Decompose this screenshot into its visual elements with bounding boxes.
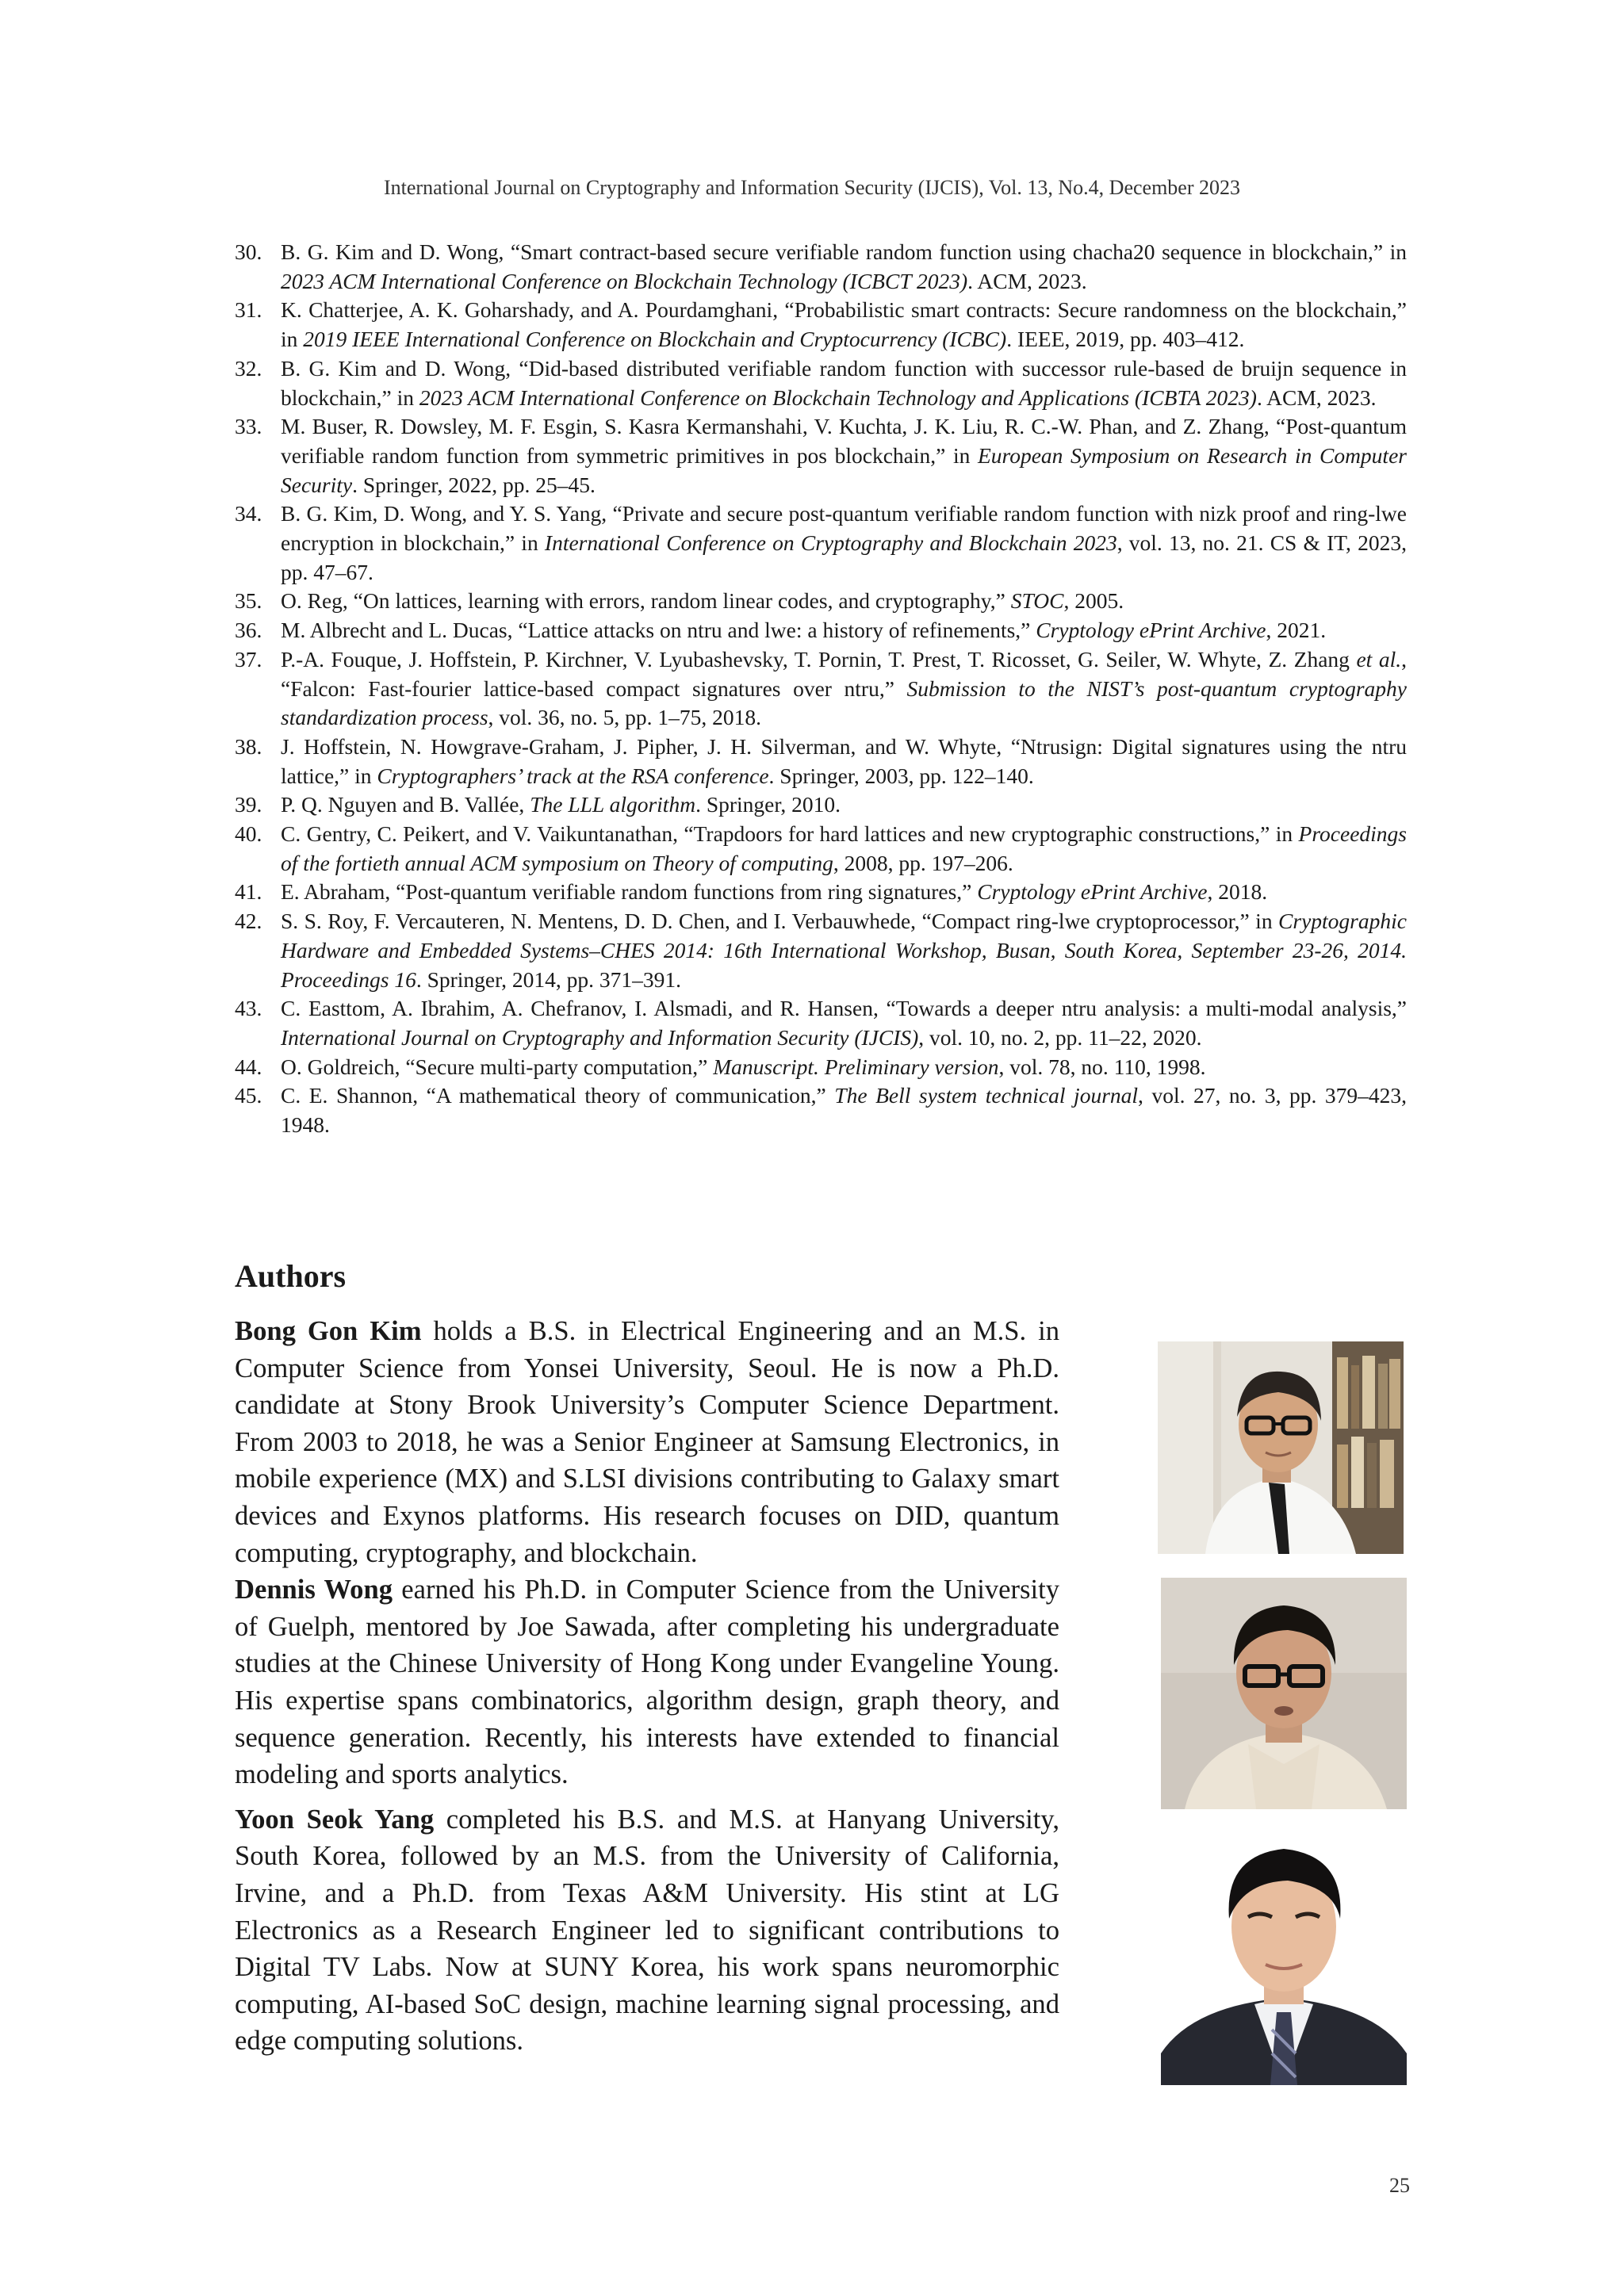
running-header: International Journal on Cryptography and Information Security (IJCIS), Vol. 13, No.4, December 2023 <box>384 176 1240 199</box>
reference-venue: Submission to the NIST’s post-quantum cryptography standardization process <box>281 675 1408 730</box>
reference-number: 37. <box>235 646 262 672</box>
reference-venue: Cryptology ePrint Archive <box>977 879 1208 905</box>
reference-number: 40. <box>235 821 262 847</box>
reference-number: 36. <box>235 618 262 643</box>
reference-text: C. E. Shannon, “A mathematical theory of communication,” <box>281 1083 835 1108</box>
reference-venue: Cryptographers’ track at the RSA conference <box>377 763 769 788</box>
reference-venue: 2019 IEEE International Conference on Blockchain and Cryptocurrency (ICBC) <box>303 327 1007 352</box>
reference-item <box>235 238 1407 296</box>
reference-number: 42. <box>235 909 262 934</box>
reference-text: , 2021. <box>1266 618 1327 643</box>
reference-text: . Springer, 2003, pp. 122–140. <box>768 763 1034 788</box>
reference-venue: European Symposium on Research in Computer Security <box>281 442 1407 497</box>
reference-text: . ACM, 2023. <box>1256 385 1377 410</box>
reference-number: 35. <box>235 588 262 614</box>
author-bios <box>235 1313 1059 2060</box>
reference-number: 34. <box>235 501 262 526</box>
reference-item <box>235 645 1407 733</box>
reference-item <box>235 412 1407 499</box>
reference-venue: Cryptology ePrint Archive <box>1036 618 1266 643</box>
author-photo-1-image <box>1158 1341 1404 1554</box>
reference-item <box>235 733 1407 790</box>
reference-text: . IEEE, 2019, pp. 403–412. <box>1006 327 1245 352</box>
reference-text: K. Chatterjee, A. K. Goharshady, and A. Pourdamghani, “Probabilistic smart contracts: Secure randomness on the blockchain,” in <box>281 297 1407 352</box>
reference-venue: STOC <box>1010 588 1064 614</box>
author-bio <box>235 1801 1059 2060</box>
reference-text: P. Q. Nguyen and B. Vallée, <box>281 792 530 817</box>
reference-item <box>235 790 1407 820</box>
reference-number: 45. <box>235 1083 262 1108</box>
reference-text: , 2018. <box>1207 879 1268 905</box>
reference-number: 38. <box>235 733 262 759</box>
reference-number: 44. <box>235 1054 262 1079</box>
reference-number: 30. <box>235 239 262 264</box>
reference-text: . ACM, 2023. <box>967 268 1087 293</box>
reference-list <box>235 238 1407 1140</box>
reference-text: J. Hoffstein, N. Howgrave-Graham, J. Pipher, J. H. Silverman, and W. Whyte, “Ntrusign: Digital signatures using the ntru lattice,” in <box>281 733 1407 788</box>
reference-item <box>235 820 1407 878</box>
reference-item <box>235 499 1407 587</box>
reference-text: P.-A. Fouque, J. Hoffstein, P. Kirchner, V. Lyubashevsky, T. Pornin, T. Prest, T. Ricosset, G. Seiler, W. Whyte, Z. Zhang <box>281 646 1357 672</box>
reference-text: E. Abraham, “Post-quantum verifiable random functions from ring signatures,” <box>281 879 978 905</box>
reference-text: C. Gentry, C. Peikert, and V. Vaikuntanathan, “Trapdoors for hard lattices and new cryptographic constructions,” in <box>281 821 1299 847</box>
reference-number: 31. <box>235 297 262 323</box>
reference-item <box>235 994 1407 1052</box>
reference-text: . Springer, 2010. <box>695 792 841 817</box>
reference-item <box>235 354 1407 412</box>
reference-number: 32. <box>235 355 262 381</box>
author-bio-text: completed his B.S. and M.S. at Hanyang University, South Korea, followed by an M.S. from the University of California, Irvine, and a Ph.D. from Texas A&M University. His stint at LG Electronics as a Research Engineer led to significant contributions to Digital TV Labs. Now at SUNY Korea, his work spans neuromorphic computing, AI-based SoC design, machine learning signal processing, and edge computing solutions. <box>235 1804 1059 2057</box>
reference-venue: International Conference on Cryptography and Blockchain 2023 <box>544 530 1117 556</box>
reference-text: . Springer, 2022, pp. 25–45. <box>352 472 596 497</box>
page-number: 25 <box>1389 2174 1410 2197</box>
reference-text: , vol. 78, no. 110, 1998. <box>998 1054 1206 1079</box>
author-bio <box>235 1313 1059 1571</box>
author-name: Dennis Wong <box>235 1575 393 1605</box>
reference-item <box>235 587 1407 616</box>
reference-text: O. Goldreich, “Secure multi-party computation,” <box>281 1054 714 1079</box>
reference-venue: The Bell system technical journal <box>834 1083 1139 1108</box>
reference-text: , vol. 13, no. 21. CS & IT, 2023, pp. 47–67. <box>281 530 1407 584</box>
reference-number: 33. <box>235 414 262 439</box>
reference-item <box>235 1081 1407 1139</box>
reference-item <box>235 616 1407 645</box>
reference-venue: The LLL algorithm <box>530 792 696 817</box>
author-photo-3-image <box>1161 1816 1407 2085</box>
reference-text: B. G. Kim and D. Wong, “Smart contract-based secure verifiable random function using chacha20 sequence in blockchain,” in <box>281 239 1407 264</box>
reference-text: M. Buser, R. Dowsley, M. F. Esgin, S. Kasra Kermanshahi, V. Kuchta, J. K. Liu, R. C.-W. Phan, and Z. Zhang, “Post-quantum verifiable random function from symmetric primitives in pos blockchain,” in <box>281 414 1407 468</box>
reference-item <box>235 907 1407 994</box>
reference-number: 39. <box>235 792 262 817</box>
reference-venue: International Journal on Cryptography and Information Security (IJCIS) <box>281 1024 919 1050</box>
section-heading-authors: Authors <box>235 1258 347 1294</box>
author-bio-text: earned his Ph.D. in Computer Science from the University of Guelph, mentored by Joe Sawada, after completing his undergraduate studies at the Chinese University of Hong Kong under Evangeline Young. His expertise spans combinatorics, algorithm design, graph theory, and sequence generation. Recently, his interests have extended to financial modeling and sports analytics. <box>235 1575 1060 1790</box>
reference-text: , vol. 27, no. 3, pp. 379–423, 1948. <box>281 1083 1408 1138</box>
author-photo-2 <box>1161 1578 1407 1809</box>
reference-item <box>235 1053 1407 1082</box>
author-name: Bong Gon Kim <box>235 1316 422 1346</box>
reference-text: , 2008, pp. 197–206. <box>833 850 1013 875</box>
reference-text: B. G. Kim and D. Wong, “Did-based distributed verifiable random function with successor rule-based de bruijn sequence in blockchain,” in <box>281 355 1407 410</box>
reference-item <box>235 296 1407 354</box>
reference-text: , 2005. <box>1063 588 1124 614</box>
reference-venue: Proceedings of the fortieth annual ACM symposium on Theory of computing <box>281 821 1407 875</box>
reference-text: M. Albrecht and L. Ducas, “Lattice attacks on ntru and lwe: a history of refinements,” <box>281 618 1036 643</box>
reference-venue: 2023 ACM International Conference on Blockchain Technology and Applications (ICBTA 2023) <box>419 385 1257 410</box>
reference-venue: Manuscript. Preliminary version <box>713 1054 999 1079</box>
reference-etal: et al. <box>1356 646 1402 672</box>
reference-text: S. S. Roy, F. Vercauteren, N. Mentens, D. D. Chen, and I. Verbauwhede, “Compact ring-lwe cryptoprocessor,” in <box>281 909 1279 934</box>
reference-text: C. Easttom, A. Ibrahim, A. Chefranov, I. Alsmadi, and R. Hansen, “Towards a deeper ntru analysis: a multi-modal analysis,” <box>281 996 1407 1021</box>
reference-venue: Cryptographic Hardware and Embedded Systems–CHES 2014: 16th International Workshop, Busan, South Korea, September 23-26, 2014. Proceedings 16 <box>281 909 1407 992</box>
reference-text: B. G. Kim, D. Wong, and Y. S. Yang, “Private and secure post-quantum verifiable random function with nizk proof and ring-lwe encryption in blockchain,” in <box>281 501 1407 556</box>
reference-text: , vol. 10, no. 2, pp. 11–22, 2020. <box>918 1024 1202 1050</box>
reference-item <box>235 878 1407 907</box>
reference-venue: 2023 ACM International Conference on Blockchain Technology (ICBCT 2023) <box>281 268 968 293</box>
reference-number: 41. <box>235 879 262 905</box>
author-bio-text: holds a B.S. in Electrical Engineering and an M.S. in Computer Science from Yonsei University, Seoul. He is now a Ph.D. candidate at Stony Brook University’s Computer Science Department. From 2003 to 2018, he was a Senior Engineer at Samsung Electronics, in mobile experience (MX) and S.LSI divisions contributing to Galaxy smart devices and Exynos platforms. His research focuses on DID, quantum computing, cryptography, and blockchain. <box>235 1316 1059 1568</box>
author-bio <box>235 1571 1059 1793</box>
reference-text: , vol. 36, no. 5, pp. 1–75, 2018. <box>488 705 762 730</box>
reference-number: 43. <box>235 996 262 1021</box>
author-photo-2-image <box>1161 1578 1407 1809</box>
author-name: Yoon Seok Yang <box>235 1804 435 1835</box>
reference-text: . Springer, 2014, pp. 371–391. <box>416 966 682 992</box>
author-photo-3 <box>1161 1816 1407 2085</box>
reference-text: O. Reg, “On lattices, learning with errors, random linear codes, and cryptography,” <box>281 588 1011 614</box>
reference-text: , “Falcon: Fast-fourier lattice-based compact signatures over ntru,” <box>281 646 1407 701</box>
author-photo-1 <box>1158 1341 1404 1554</box>
